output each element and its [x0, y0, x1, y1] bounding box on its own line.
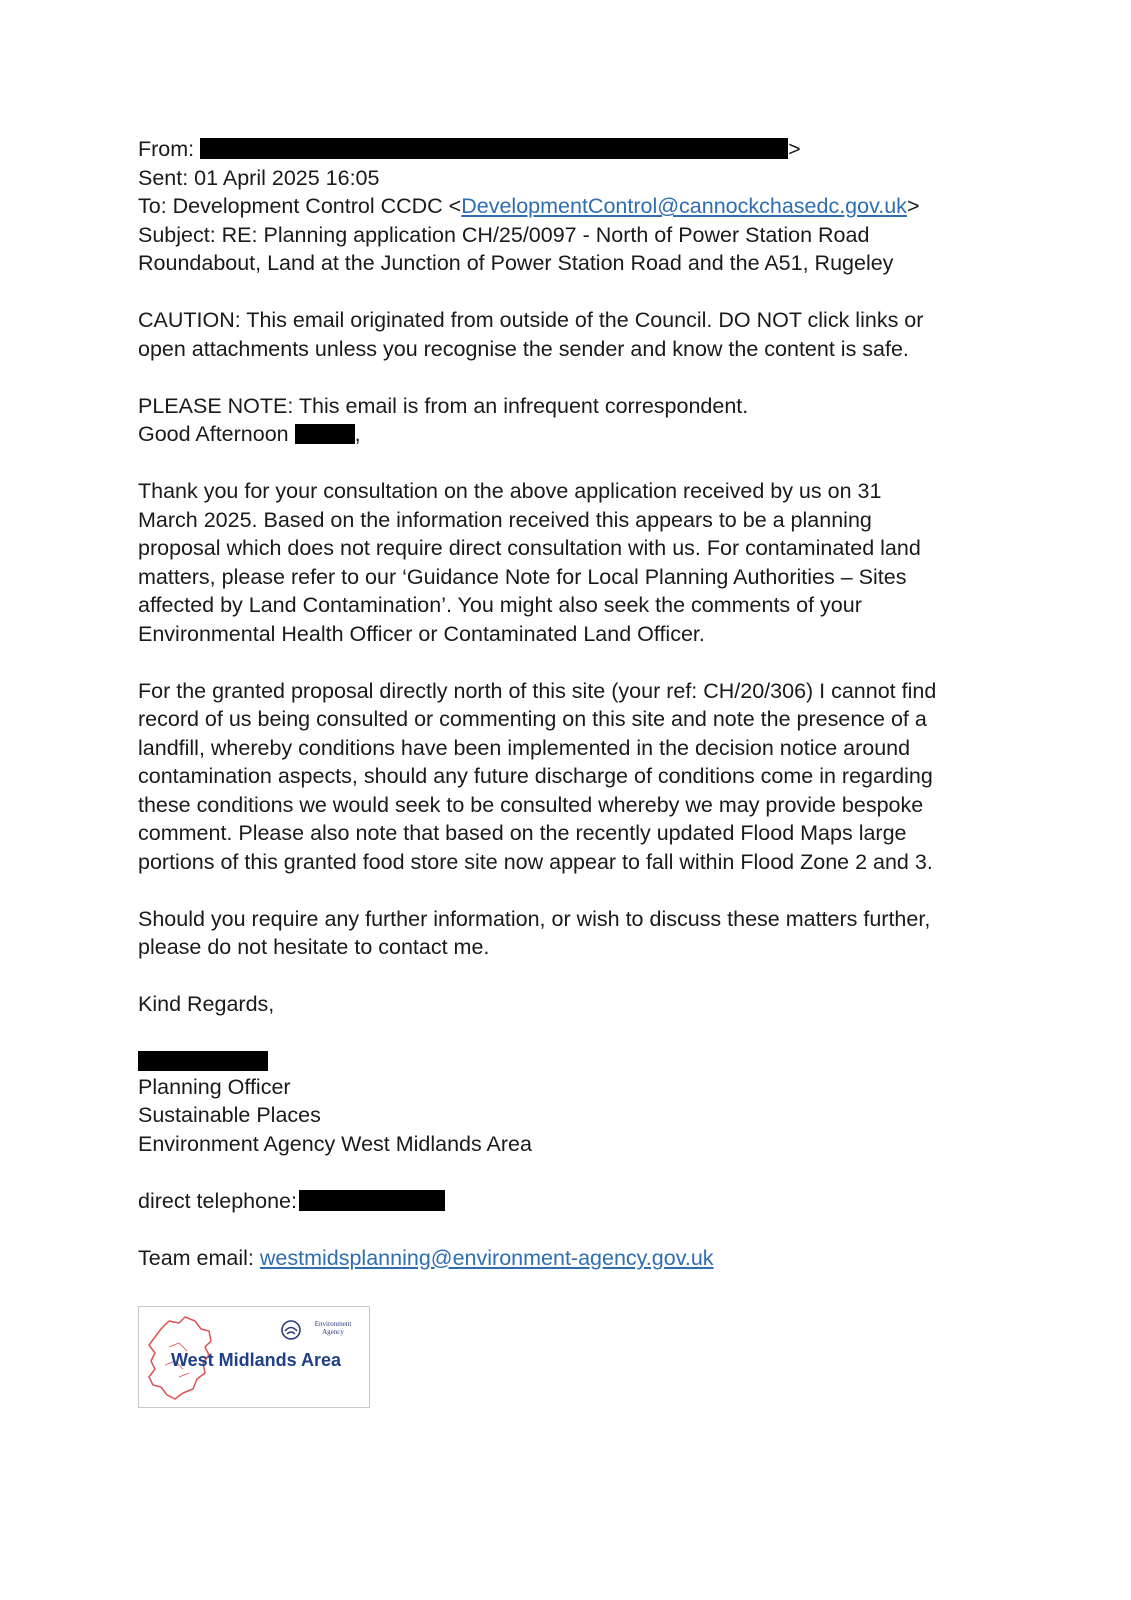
caution-line-1: CAUTION: This email originated from outside of the Council. DO NOT click links or — [138, 308, 924, 332]
to-line: To: Development Control CCDC <DevelopmentControl@cannockchasedc.gov.uk> — [138, 194, 920, 218]
redacted-recipient — [295, 424, 355, 444]
email-document — [138, 135, 1008, 1272]
infrequent-note: PLEASE NOTE: This email is from an infrequent correspondent. — [138, 393, 749, 418]
direct-telephone: direct telephone: — [138, 1187, 1008, 1216]
paragraph-line: matters, please refer to our ‘Guidance Note for Local Planning Authorities – Sites — [138, 564, 907, 589]
paragraph-line: For the granted proposal directly north of this site (your ref: CH/20/306) I cannot find — [138, 678, 937, 703]
paragraph-line: portions of this granted food store site now appear to fall within Flood Zone 2 and 3. — [138, 849, 933, 874]
paragraph-line: proposal which does not require direct consultation with us. For contaminated land — [138, 536, 921, 560]
paragraph-line: landfill, whereby conditions have been implemented in the decision notice around — [138, 735, 911, 760]
paragraph-line: Thank you for your consultation on the above application received by us on 31 — [138, 479, 882, 503]
signoff: Kind Regards, — [138, 992, 275, 1016]
caution-line-2: open attachments unless you recognise the sender and know the content is safe. — [138, 336, 909, 361]
team-email-line: Team email: westmidsplanning@environment-agency.gov.uk — [138, 1245, 714, 1270]
subject-line-2: Roundabout, Land at the Junction of Power Station Road and the A51, Rugeley — [138, 251, 894, 275]
paragraph-line: Environmental Health Officer or Contaminated Land Officer. — [138, 621, 705, 646]
west-midlands-area-logo — [138, 1306, 370, 1408]
paragraph-line: record of us being consulted or commenting on this site and note the presence of a — [138, 707, 927, 731]
paragraph-consultation — [138, 477, 1008, 648]
signature-title: Planning Officer — [138, 1074, 291, 1099]
paragraph-line: please do not hesitate to contact me. — [138, 935, 490, 959]
redacted-phone — [299, 1190, 445, 1211]
paragraph-line: these conditions we would seek to be consulted whereby we may provide bespoke — [138, 792, 924, 817]
paragraph-line: contamination aspects, should any future discharge of conditions come in regarding — [138, 764, 933, 788]
environment-agency-icon — [280, 1320, 302, 1340]
redacted-sender — [200, 138, 788, 159]
paragraph-line: Should you require any further information, or wish to discuss these matters further, — [138, 906, 931, 931]
to-email-link[interactable]: DevelopmentControl@cannockchasedc.gov.uk — [461, 194, 907, 218]
paragraph-line: comment. Please also note that based on the recently updated Flood Maps large — [138, 821, 907, 845]
environment-agency-mark: Environment Agency — [280, 1320, 362, 1340]
subject-line-1: Subject: RE: Planning application CH/25/0097 - North of Power Station Road — [138, 222, 870, 247]
redacted-signature-name — [138, 1051, 268, 1071]
greeting: Good Afternoon , — [138, 422, 361, 446]
signature-team: Sustainable Places — [138, 1103, 321, 1127]
paragraph-line: affected by Land Contamination’. You might also seek the comments of your — [138, 593, 862, 617]
from-line: From: > — [138, 137, 801, 161]
paragraph-further-info — [138, 905, 1008, 962]
signature-org: Environment Agency West Midlands Area — [138, 1131, 532, 1156]
logo-text: West Midlands Area — [171, 1350, 342, 1370]
sent-line: Sent: 01 April 2025 16:05 — [138, 165, 380, 190]
paragraph-line: March 2025. Based on the information received this appears to be a planning — [138, 507, 872, 532]
team-email-link[interactable]: westmidsplanning@environment-agency.gov.uk — [259, 1245, 714, 1270]
paragraph-granted-proposal — [138, 677, 1008, 877]
